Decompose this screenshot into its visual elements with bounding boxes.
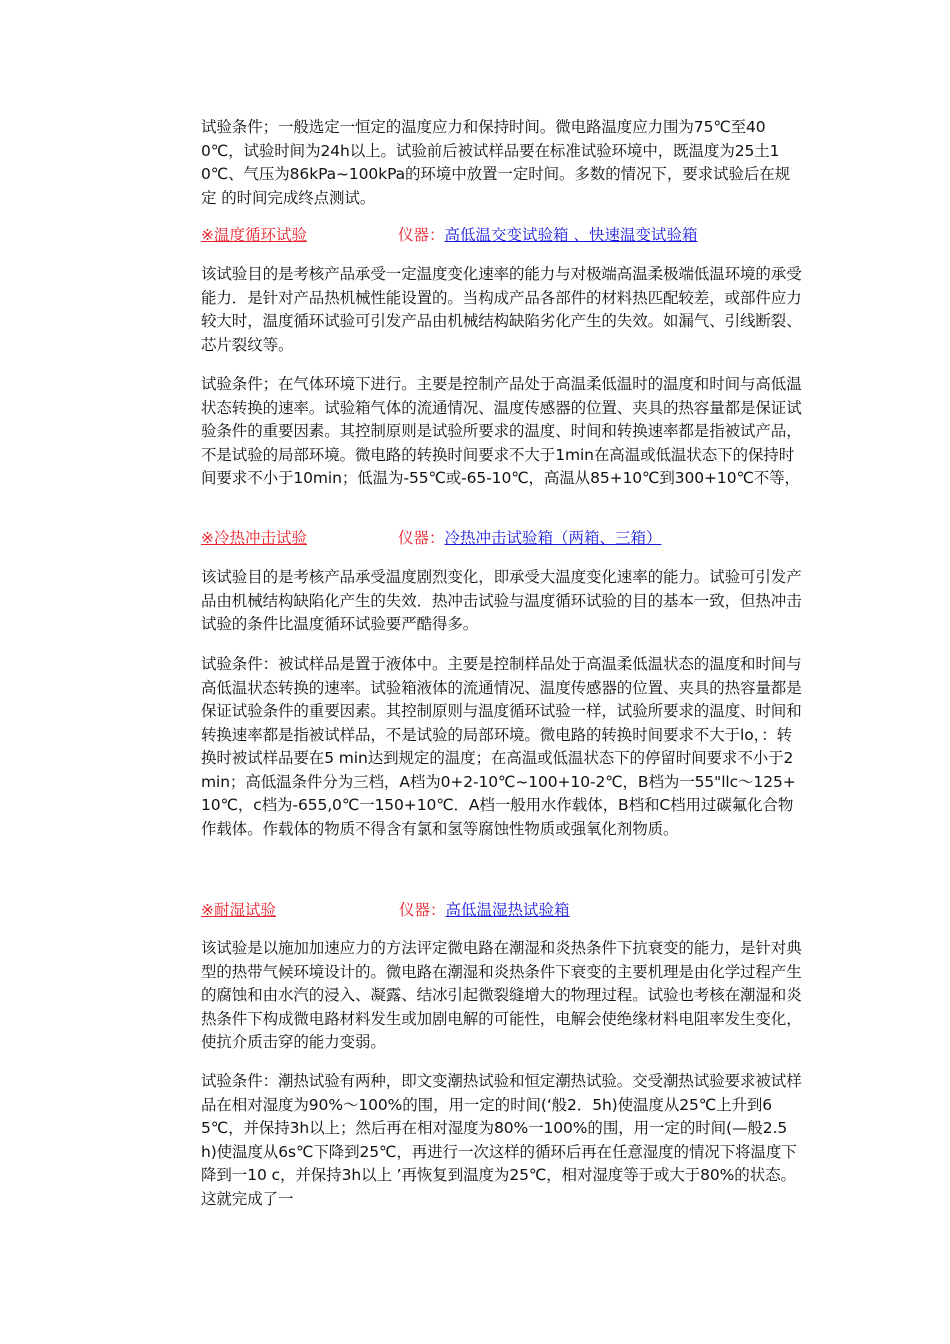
instrument-label: 仪器： <box>399 901 446 919</box>
paragraph-moisture-resistance-purpose: 该试验是以施加加速应力的方法评定微电路在潮湿和炎热条件下抗衰变的能力，是针对典型的热带气候环境设计的。微电路在潮湿和炎热条件下衰变的主要机理是由化学过程产生的腐蚀和由水汽的浸入、凝露、结冰引起微裂缝增大的物理过程。试验也考核在潮湿和炎热条件下构成微电路材料发生或加剧电解的可能性，电解会使绝缘材料电阻率发生变化，使抗介质击穿的能力变弱。 <box>201 939 802 1051</box>
paragraph-test-conditions-intro: 试验条件；一般选定一恒定的温度应力和保持时间。微电路温度应力围为75℃至400℃，试验时间为24h以上。试验前后被试样品要在标准试验环境中，既温度为25土10℃、气压为86kPa~100kPa的环境中放置一定时间。多数的情况下，要求试验后在规定 的时间完成终点测试。 <box>201 118 791 207</box>
heading-title: ※耐湿试验 <box>201 901 276 919</box>
instrument-label: 仪器： <box>398 226 445 244</box>
paragraph-thermal-shock-purpose: 该试验目的是考核产品承受温度剧烈变化，即承受大温度变化速率的能力。试验可引发产品由机械结构缺陷化产生的失效．热冲击试验与温度循环试验的目的基本一致，但热冲击试验的条件比温度循环试验要严酷得多。 <box>201 568 802 633</box>
instrument-link[interactable]: 冷热冲击试验箱（两箱、三箱） <box>444 529 662 547</box>
section-heading-temperature-cycling <box>201 224 805 248</box>
paragraph-thermal-shock-conditions: 试验条件：被试样品是置于液体中。主要是控制样品处于高温柔低温状态的温度和时间与高低温状态转换的速率。试验箱液体的流通情况、温度传感器的位置、夹具的热容量都是保证试验条件的重要因素。其控制原则与温度循环试验一样，试验所要求的温度、时间和转换速率都是指被试样品，不是试验的局部环境。微电路的转换时间要求不大于lo，：转换时被试样品要在5 min达到规定的温度；在高温或低温状态下的停留时间要求不小于2 min；高低温条件分为三档，A档为0+2-10℃~100+10-2℃，B档为一55"llc～125+10℃，c档为-655,0℃一150+10℃．A档一般用水作载体，B档和C档用过碳氟化合物作载体。作载体的物质不得含有氯和氢等腐蚀性物质或强氧化剂物质。 <box>201 655 802 838</box>
paragraph-temperature-cycling-purpose: 该试验目的是考核产品承受一定温度变化速率的能力与对极端高温柔极端低温环境的承受能力．是针对产品热机械性能设置的。当构成产品各部件的材料热匹配较差，或部件应力较大时，温度循环试验可引发产品由机械结构缺陷劣化产生的失效。如漏气、引线断裂、芯片裂纹等。 <box>201 265 802 354</box>
heading-title: ※温度循环试验 <box>201 226 307 244</box>
instrument-link[interactable]: 高低温湿热试验箱 <box>445 901 570 919</box>
heading-title: ※冷热冲击试验 <box>201 529 307 547</box>
paragraph-temperature-cycling-conditions: 试验条件；在气体环境下进行。主要是控制产品处于高温柔低温时的温度和时间与高低温状态转换的速率。试验箱气体的流通情况、温度传感器的位置、夹具的热容量都是保证试验条件的重要因素。其控制原则是试验所要求的温度、时间和转换速率都是指被试产品，不是试验的局部环境。微电路的转换时间要求不大于1min在高温或低温状态下的保持时间要求不小于10min；低温为-55℃或-65-10℃，高温从85+10℃到300+10℃不等， <box>201 375 802 487</box>
paragraph-moisture-resistance-conditions: 试验条件：潮热试验有两种，即文变潮热试验和恒定潮热试验。交受潮热试验要求被试样品在相对湿度为90%～100%的围，用一定的时间(‘般2．5h)使温度从25℃上升到65℃，并保持3h以上；然后再在相对湿度为80%一100%的围，用一定的时间(—般2.5 h)使温度从6s℃下降到25℃，再进行一次这样的循环后再在任意湿度的情况下将温度下降到一10 c，并保持3h以上 ’再恢复到温度为25℃，相对湿度等于或大于80%的状态。这就完成了一 <box>201 1072 802 1208</box>
section-heading-thermal-shock <box>201 527 805 551</box>
instrument-label: 仪器： <box>398 529 445 547</box>
section-heading-moisture-resistance <box>201 899 805 923</box>
instrument-link[interactable]: 高低温交变试验箱 、快速温变试验箱 <box>444 226 698 244</box>
